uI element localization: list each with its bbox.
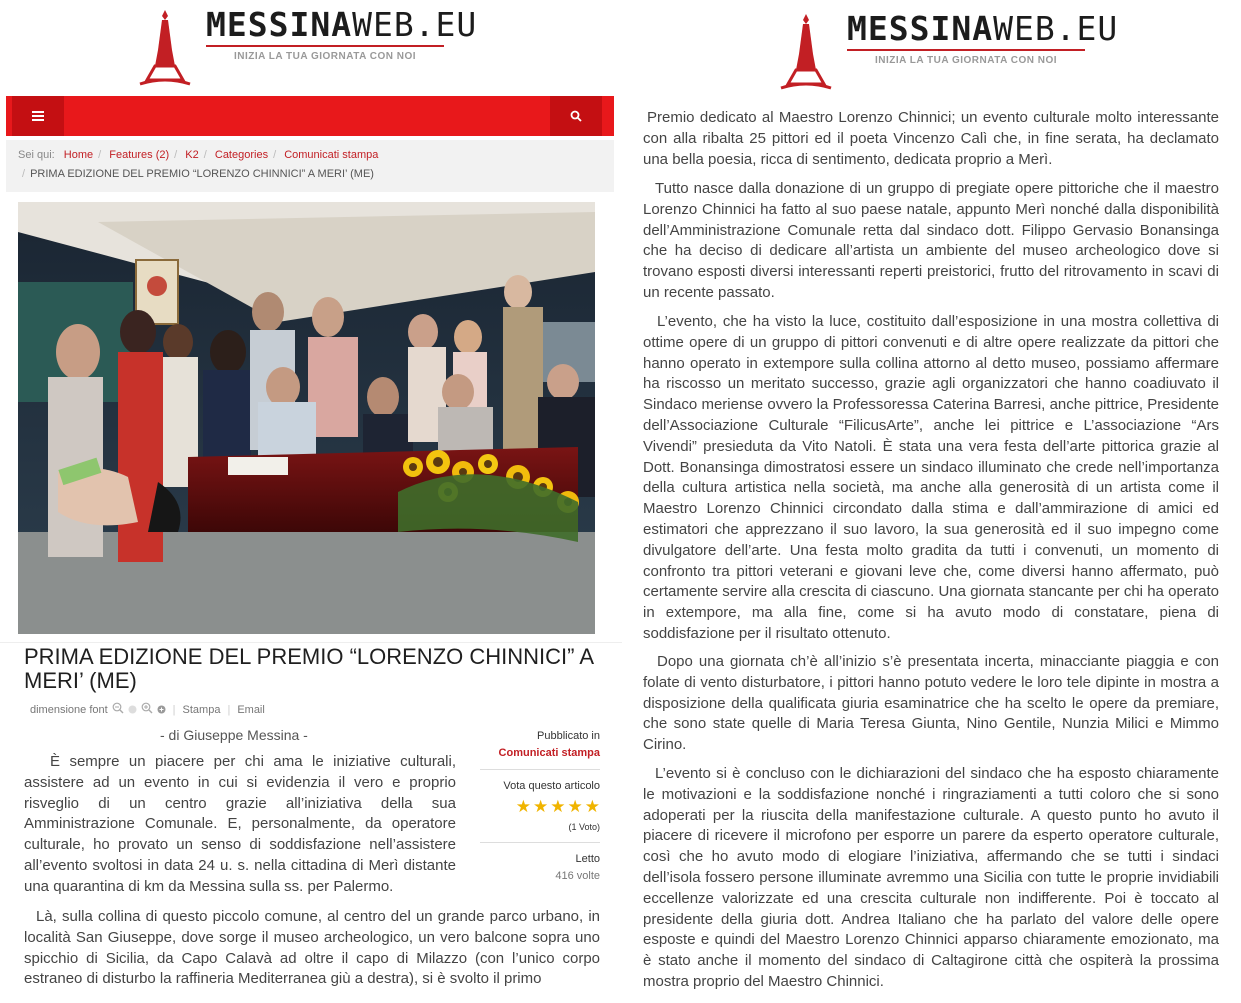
star-icon[interactable]: ★ — [567, 797, 583, 816]
font-increase-dot[interactable] — [157, 703, 166, 717]
site-logo[interactable] — [138, 5, 478, 88]
article-title: PRIMA EDIZIONE DEL PREMIO “LORENZO CHINNICI” A MERI’ (ME) — [24, 644, 593, 693]
article-paragraph-7: L’evento si è concluso con le dichiarazioni del sindaco che ha esposto chiaramente le motivazioni e la soddisfazione nonché i ringraziamenti a tutti coloro che si sono adoperati per la riuscita della manifestazione culturale. A questo punto ho avuto il piacere di ricevere il microfono per esporre un parere da esperto operatore culturale, così che ho avuto modo di elogiare l’iniziativa, affermando che se tutti i sindaci dell’isola fossero persone illuminate avremmo una Sicilia con tutte le proprie invidiabili eccellenze valorizzate ed una crescita culturale non indifferente. Poi è toccato al presidente della giuria dott. Andrea Italiano che ha parlato del valore delle opere esposte e quindi del Maestro Lorenzo Chinnici apparso chiaramente emozionato, ma è stato anche il momento del sindaco di Caltagirone città che ospiterà la prossima mostra proprio del Maestro Chinnici. — [643, 765, 1219, 990]
zoom-out-icon[interactable] — [112, 702, 124, 717]
print-link[interactable]: Stampa — [182, 703, 221, 716]
read-label: Letto — [575, 853, 600, 865]
font-decrease-dot[interactable] — [128, 703, 137, 717]
brand-underline — [206, 45, 444, 47]
star-icon[interactable]: ★ — [533, 797, 549, 816]
logo-tower-icon — [779, 12, 833, 92]
breadcrumb: Sei qui: Home / Features (2) / K2 / Categories / Comunicati stampa / PRIMA EDIZIONE DEL PREMIO “LORENZO CHINNICI” A MERI’ (ME) — [6, 140, 614, 192]
breadcrumb-comunicati[interactable]: Comunicati stampa — [284, 149, 379, 161]
article-paragraph-3: Premio dedicato al Maestro Lorenzo Chinnici; un evento culturale molto interessante con alla ribalta 25 pittori ed il poeta Vincenzo Calì che, in fine serata, ha declamato una bella poesia, ricca di sentimento, dedicata proprio a Merì. — [643, 109, 1219, 168]
zoom-in-icon[interactable] — [141, 702, 153, 717]
vote-count: (1 Voto) — [568, 822, 600, 832]
star-icon[interactable]: ★ — [515, 797, 531, 816]
published-label: Pubblicato in — [537, 730, 600, 742]
article-photo[interactable] — [18, 202, 595, 634]
menu-button[interactable] — [12, 96, 64, 136]
article-paragraph-6: Dopo una giornata ch’è all’inizio s’è presentata incerta, minacciante piaggia e con folate di vento disturbatore, i pittori hanno potuto vedere le loro tele dipinte in mostra a disposizione della qualificata giuria esaminatrice che ha scelto le opere da premiare, che sono state quelle di Maria Teresa Giunta, Nino Gentile, Nunzia Milici e Mimmo Cirino. — [643, 653, 1219, 754]
site-logo[interactable] — [779, 9, 1119, 92]
article-info-sidebar — [480, 730, 600, 882]
breadcrumb-k2[interactable]: K2 — [185, 149, 199, 161]
font-size-label: dimensione font — [30, 703, 108, 716]
breadcrumb-features[interactable]: Features (2) — [109, 149, 170, 161]
tagline: INIZIA LA TUA GIORNATA CON NOI — [233, 51, 417, 62]
vote-label: Vota questo articolo — [503, 780, 600, 792]
category-link[interactable]: Comunicati stampa — [498, 747, 600, 759]
photo-divider — [0, 642, 622, 643]
breadcrumb-home[interactable]: Home — [63, 149, 94, 161]
article-paragraph-5: L’evento, che ha visto la luce, costituito dall’esposizione in una mostra collettiva di ottime opere di un gruppo di pittori convenuti e di altre opere realizzate da pittori che hanno operato in extempore sulla collina attorno al detto museo, possiamo affermare ha riscosso un meritato successo, grazie agli organizzatori che hanno coadiuvato il Sindaco meriense ovvero la Professoressa Caterina Barresi, anche pittrice, Presidente dell’Associazione Culturale “FilicusArte”, anche lei pittrice e L’associazione “Ars Vivendi” presieduta da Vito Natoli. È stata una vera festa dell’arte pittorica grazie al Dott. Bonansinga dimostratosi essere un sindaco illuminato che crede nell’importanza della cultura artistica nella società, ma anche alla generosità di un artista come il Maestro Lorenzo Chinnici circondato dalla stima e dall’ammirazione di amici ed estimatori che apprezzano il suo lavoro, la sua generosità ed il suo impegno come divulgatore dell’arte. Una festa molto gradita da tutti i convenuti, un momento di confronto tra pittori veterani e giovani leve che, come diversi hanno affermato, può certamente servire alla crescita di ciascuno. Una giornata stancante per chi ha operato in extempore, ma alla fine, come si ha avuto modo di constatare, piena di soddisfazione per il risultato ottenuto. — [643, 313, 1219, 642]
breadcrumb-prefix: Sei qui: — [18, 149, 55, 161]
breadcrumb-categories[interactable]: Categories — [214, 149, 269, 161]
email-link[interactable]: Email — [237, 703, 265, 716]
search-icon — [570, 110, 582, 122]
logo-tower-icon — [138, 8, 192, 88]
main-navbar — [6, 96, 614, 136]
brand-wordmark: MESSINAWEB.EU — [206, 5, 478, 44]
article-tools: dimensione font | Stampa | Email — [30, 703, 265, 716]
hamburger-icon — [32, 111, 44, 121]
article-byline: - di Giuseppe Messina - — [160, 727, 308, 743]
star-icon[interactable]: ★ — [584, 797, 600, 816]
right-page — [622, 0, 1241, 1003]
breadcrumb-current: PRIMA EDIZIONE DEL PREMIO “LORENZO CHINNICI” A MERI’ (ME) — [30, 168, 374, 180]
rating-stars[interactable] — [480, 798, 600, 816]
brand-underline — [847, 49, 1085, 51]
article-paragraph-2: Là, sulla collina di questo piccolo comune, al centro del un grande parco urbano, in località San Giuseppe, dove sorge il museo archeologico, un vero balcone sopra uno spicchio di Sicilia, da Capo Calavà ad oltre il capo di Milazzo (con l’unico corpo estraneo di disturbo la raffineria Mediterranea giù a destra), si è svolto il primo — [24, 908, 600, 988]
star-icon[interactable]: ★ — [550, 797, 566, 816]
search-button[interactable] — [550, 96, 602, 136]
article-paragraph-4: Tutto nasce dalla donazione di un gruppo di pregiate opere pittoriche che il maestro Lorenzo Chinnici ha fatto al suo paese natale, appunto Merì nonché dalla disponibilità dell’Amministrazione Comunale retta dal sindaco dott. Filippo Gervasio Bonansinga che ha deciso di dedicare all’artista un ambiente del museo archeologico dove si trovano esposti diversi interessanti reperti preistorici, frutto del ritrovamento in scavi di un recente passato. — [643, 180, 1219, 301]
brand-wordmark: MESSINAWEB.EU — [847, 9, 1119, 48]
read-count: 416 volte — [555, 870, 600, 882]
article-paragraph-1: È sempre un piacere per chi ama le iniziative culturali, assistere ad un evento in cui si evidenzia il vero e proprio risveglio di un centro grazie all’iniziativa della sua Amministrazione Comunale. E, personalmente, da operatore culturale, ho provato un senso di soddisfazione nell’assistere all’evento svoltosi in data 24 u. s. nella cittadina di Merì distante una quarantina di km da Messina sulla ss. per Palermo. — [24, 753, 456, 895]
tagline: INIZIA LA TUA GIORNATA CON NOI — [874, 55, 1058, 66]
